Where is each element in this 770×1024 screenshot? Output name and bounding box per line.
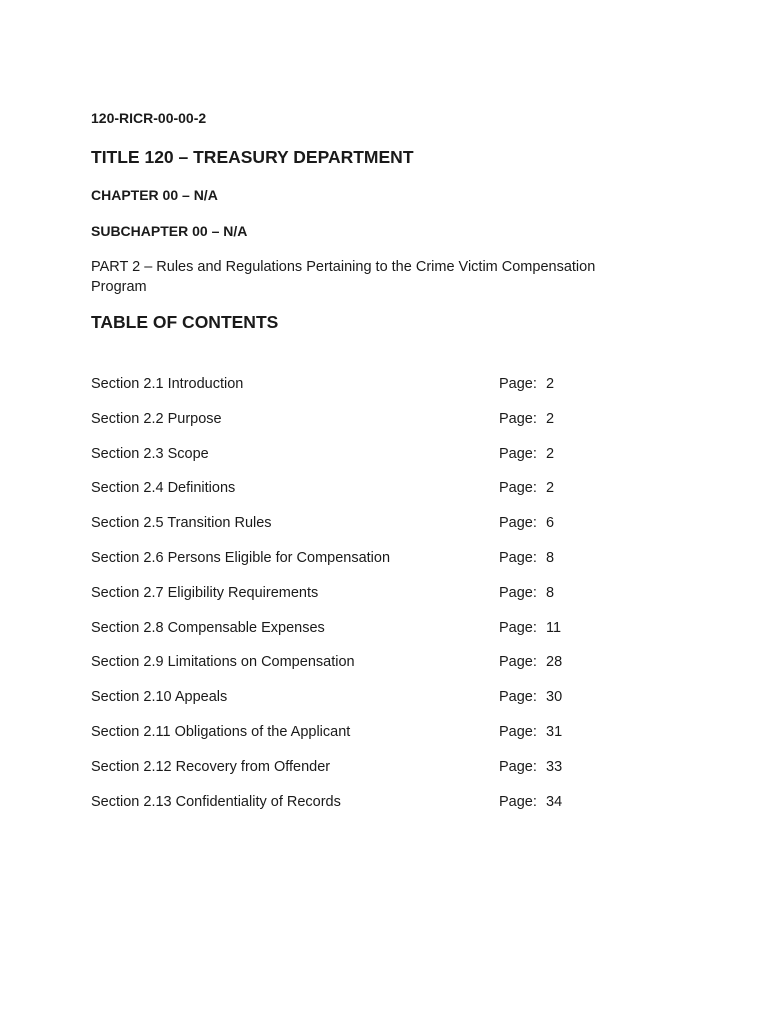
toc-page-number: 28	[546, 654, 563, 671]
toc-page-label: Page:	[499, 549, 537, 566]
toc-page-number: 31	[546, 723, 563, 740]
toc-page-number: 30	[546, 689, 563, 706]
subchapter-heading: SUBCHAPTER 00 – N/A	[91, 223, 248, 239]
toc-page-label: Page:	[499, 445, 537, 462]
toc-page-number: 2	[546, 376, 555, 392]
toc-entry	[91, 620, 591, 655]
toc-page-label: Page:	[499, 515, 537, 532]
toc-page-label: Page:	[499, 480, 537, 497]
toc-section-title: Section 2.6 Persons Eligible for Compensation	[91, 549, 391, 566]
toc-section-title: Section 2.8 Compensable Expenses	[91, 619, 325, 636]
toc-section-title: Section 2.7 Eligibility Requirements	[91, 584, 319, 601]
toc-entry	[91, 794, 591, 829]
toc-page-number: 11	[546, 619, 562, 636]
chapter-heading: CHAPTER 00 – N/A	[91, 187, 218, 203]
toc-entry	[91, 585, 591, 620]
toc-section-title: Section 2.11 Obligations of the Applicant	[91, 723, 351, 740]
toc-entry	[91, 446, 591, 481]
toc-entry	[91, 724, 591, 759]
toc-page-label: Page:	[499, 376, 537, 392]
toc-page-label: Page:	[499, 723, 537, 740]
toc-page-number: 34	[546, 793, 563, 810]
toc-entry	[91, 654, 591, 689]
toc-page-number: 8	[546, 584, 555, 601]
table-of-contents	[91, 376, 591, 828]
toc-page-label: Page:	[499, 689, 537, 706]
toc-page-label: Page:	[499, 758, 537, 775]
toc-page-label: Page:	[499, 654, 537, 671]
toc-section-title: Section 2.1 Introduction	[91, 376, 244, 392]
document-id: 120-RICR-00-00-2	[91, 110, 207, 126]
toc-page-label: Page:	[499, 793, 537, 810]
toc-entry	[91, 550, 591, 585]
toc-page-number: 6	[546, 515, 555, 532]
toc-section-title: Section 2.3 Scope	[91, 445, 209, 462]
toc-heading: TABLE OF CONTENTS	[91, 312, 279, 332]
toc-section-title: Section 2.13 Confidentiality of Records	[91, 793, 341, 810]
toc-page-number: 2	[546, 410, 555, 427]
toc-section-title: Section 2.12 Recovery from Offender	[91, 758, 331, 775]
toc-entry	[91, 515, 591, 550]
toc-page-number: 8	[546, 549, 555, 566]
toc-section-title: Section 2.9 Limitations on Compensation	[91, 654, 355, 671]
toc-page-label: Page:	[499, 619, 537, 636]
toc-entry	[91, 480, 591, 515]
toc-page-number: 33	[546, 758, 563, 775]
toc-page-label: Page:	[499, 410, 537, 427]
toc-page-number: 2	[546, 480, 555, 497]
toc-page-label: Page:	[499, 584, 537, 601]
part-heading: PART 2 – Rules and Regulations Pertaining to the Crime Victim Compensation Program	[91, 259, 596, 295]
toc-section-title: Section 2.4 Definitions	[91, 480, 236, 497]
toc-section-title: Section 2.2 Purpose	[91, 410, 222, 427]
toc-page-number: 2	[546, 445, 555, 462]
toc-entry	[91, 411, 591, 446]
toc-section-title: Section 2.5 Transition Rules	[91, 515, 272, 532]
document-title: TITLE 120 – TREASURY DEPARTMENT	[91, 147, 414, 167]
toc-entry	[91, 689, 591, 724]
toc-entry	[91, 759, 591, 794]
toc-section-title: Section 2.10 Appeals	[91, 689, 228, 706]
toc-entry	[91, 376, 591, 411]
